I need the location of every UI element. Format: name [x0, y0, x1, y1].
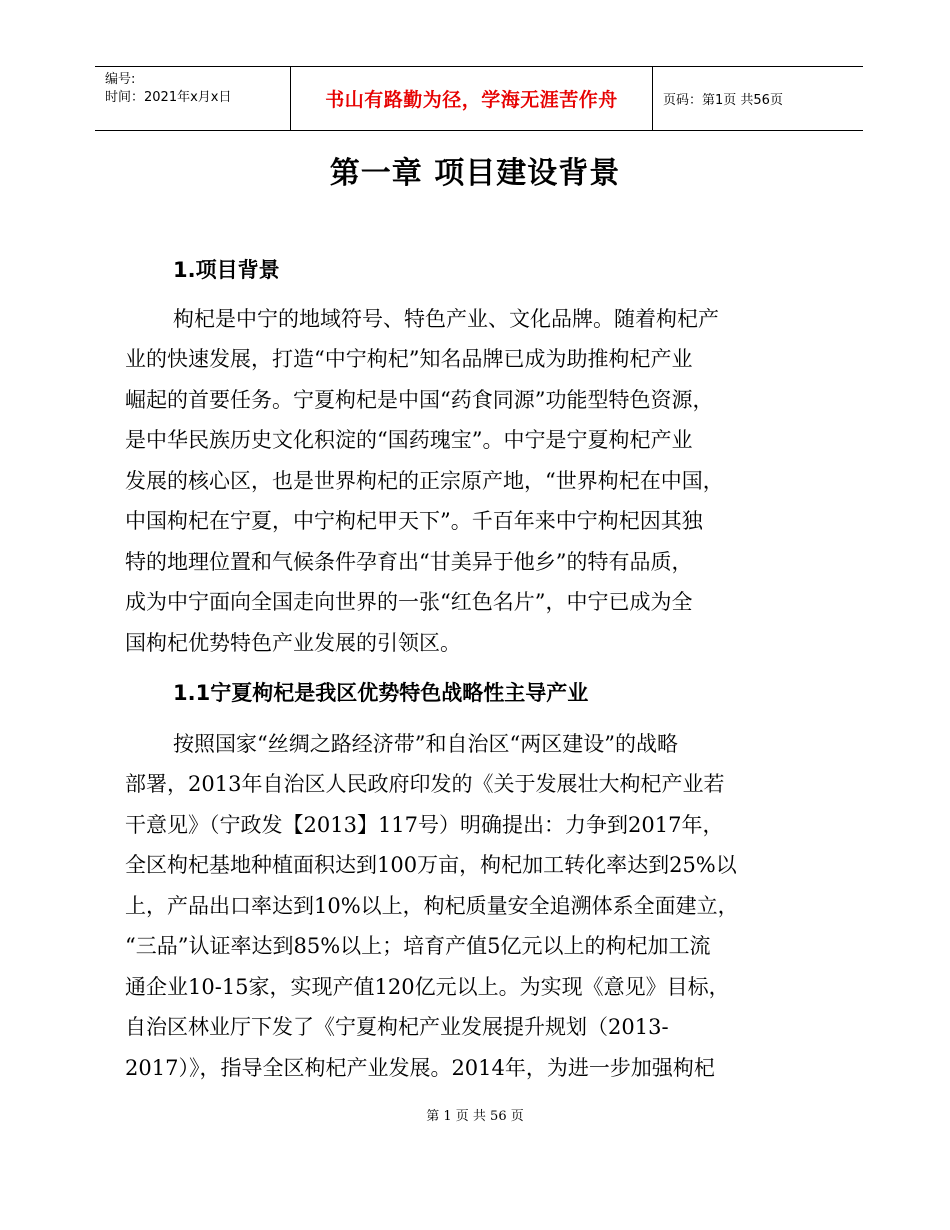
chapter-title: 第一章 项目建设背景: [329, 156, 621, 191]
paragraph-line: 业的快速发展，打造“中宁枸杞”知名品牌已成为助推枸杞产业: [125, 347, 693, 371]
paragraph-line: 中国枸杞在宁夏，中宁枸杞甲天下”。千百年来中宁枸杞因其独: [125, 509, 703, 533]
paragraph-line: 2017）》，指导全区枸杞产业发展。2014年，为进一步加强枸杞: [125, 1055, 715, 1080]
section-heading-ningxia-goji: 1.1宁夏枸杞是我区优势特色战略性主导产业: [173, 681, 589, 705]
header-time-label: 时间：2021年x月x日: [105, 90, 232, 105]
page-header-table: [95, 66, 863, 131]
paragraph-line: 上，产品出口率达到10%以上，枸杞质量安全追溯体系全面建立，: [125, 893, 739, 918]
paragraph-line: 枸杞是中宁的地域符号、特色产业、文化品牌。随着枸杞产: [173, 306, 719, 331]
paragraph-line: 部署，2013年自治区人民政府印发的《关于发展壮大枸杞产业若: [125, 772, 725, 796]
paragraph-background: [125, 299, 855, 664]
paragraph-ningxia-goji: [125, 724, 855, 1089]
header-page-info: 页码：第1页 共56页: [663, 93, 783, 108]
paragraph-line: 全区枸杞基地种植面积达到100万亩，枸杞加工转化率达到25%以: [125, 853, 737, 877]
paragraph-line: 是中华民族历史文化积淀的“国药瑰宝”。中宁是宁夏枸杞产业: [125, 428, 693, 452]
header-left-cell: [95, 67, 291, 130]
paragraph-line: 崛起的首要任务。宁夏枸杞是中国“药食同源”功能型特色资源，: [125, 387, 714, 412]
paragraph-line: 干意见》（宁政发【2013】117号）明确提出：力争到2017年，: [125, 812, 724, 837]
header-motto: 书山有路勤为径，学海无涯苦作舟: [291, 67, 653, 130]
paragraph-line: 特的地理位置和气候条件孕育出“甘美异于他乡”的特有品质，: [125, 549, 693, 574]
page-footer: 第 1 页 共 56 页: [426, 1109, 524, 1124]
paragraph-line: “三品”认证率达到85%以上；培育产值5亿元以上的枸杞加工流: [125, 934, 711, 958]
paragraph-line: 国枸杞优势特色产业发展的引领区。: [125, 630, 461, 655]
paragraph-line: 发展的核心区，也是世界枸杞的正宗原产地，“世界枸杞在中国，: [125, 468, 724, 493]
paragraph-line: 自治区林业厅下发了《宁夏枸杞产业发展提升规划（2013-: [125, 1015, 669, 1039]
paragraph-line: 按照国家“丝绸之路经济带”和自治区“两区建设”的战略: [173, 731, 678, 756]
document-body: [125, 250, 855, 1088]
paragraph-line: 通企业10-15家，实现产值120亿元以上。为实现《意见》目标，: [125, 974, 730, 999]
paragraph-line: 成为中宁面向全国走向世界的一张“红色名片”，中宁已成为全: [125, 590, 693, 614]
header-number-label: 编号:: [105, 72, 136, 87]
section-heading-background: 1.项目背景: [173, 258, 280, 282]
